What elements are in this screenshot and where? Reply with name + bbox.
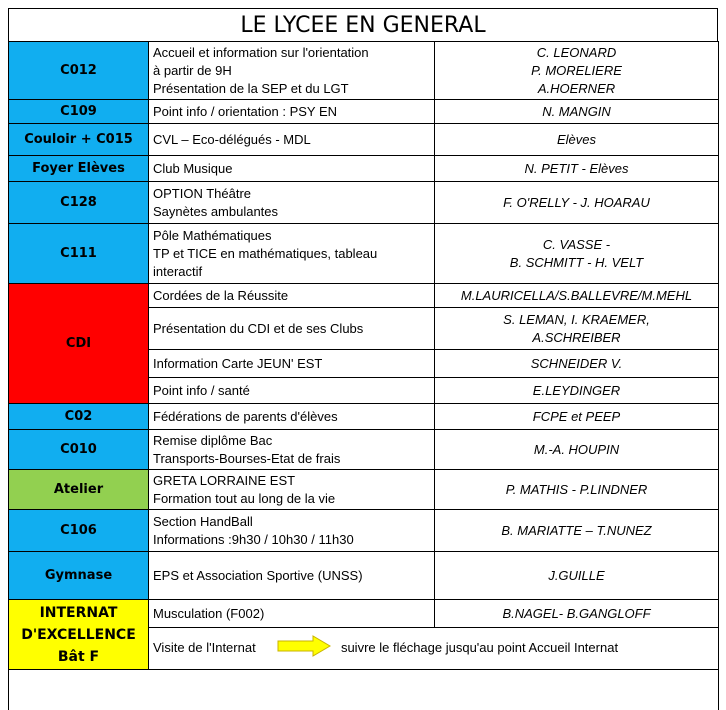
- activity-cell: Information Carte JEUN' EST: [149, 350, 435, 378]
- room-cell: C02: [9, 404, 149, 430]
- table-row: [9, 510, 719, 552]
- people-cell: J.GUILLE: [435, 552, 719, 600]
- table-row: [9, 100, 719, 124]
- room-cell: Atelier: [9, 470, 149, 510]
- room-cell: Gymnase: [9, 552, 149, 600]
- people-cell: C. LEONARD P. MORELIERE A.HOERNER: [435, 42, 719, 100]
- people-cell: B. MARIATTE – T.NUNEZ: [435, 510, 719, 552]
- internat-visit-cell: [149, 628, 719, 670]
- room-cell: C106: [9, 510, 149, 552]
- document: [8, 8, 718, 710]
- table-row: [9, 552, 719, 600]
- visit-label: Visite de l'Internat: [153, 639, 256, 655]
- table-row: [9, 182, 719, 224]
- activity-cell: Musculation (F002): [149, 600, 435, 628]
- people-cell: N. MANGIN: [435, 100, 719, 124]
- room-cell: C012: [9, 42, 149, 100]
- activity-cell: EPS et Association Sportive (UNSS): [149, 552, 435, 600]
- activity-cell: OPTION Théâtre Saynètes ambulantes: [149, 182, 435, 224]
- page-title: LE LYCEE EN GENERAL: [8, 8, 718, 41]
- table-row: [9, 404, 719, 430]
- activity-cell: CVL – Eco-délégués - MDL: [149, 124, 435, 156]
- activity-cell: Accueil et information sur l'orientation à partir de 9H Présentation de la SEP et du LGT: [149, 42, 435, 100]
- people-cell: M.LAURICELLA/S.BALLEVRE/M.MEHL: [435, 284, 719, 308]
- table-row: [9, 156, 719, 182]
- people-cell: P. MATHIS - P.LINDNER: [435, 470, 719, 510]
- table-row: [9, 670, 719, 710]
- table-row: [9, 124, 719, 156]
- people-cell: B.NAGEL- B.GANGLOFF: [435, 600, 719, 628]
- schedule-table: [8, 41, 719, 710]
- people-cell: M.-A. HOUPIN: [435, 430, 719, 470]
- room-cell: C128: [9, 182, 149, 224]
- people-cell: FCPE et PEEP: [435, 404, 719, 430]
- activity-cell: Présentation du CDI et de ses Clubs: [149, 308, 435, 350]
- room-cell: Foyer Elèves: [9, 156, 149, 182]
- people-cell: E.LEYDINGER: [435, 378, 719, 404]
- people-cell: SCHNEIDER V.: [435, 350, 719, 378]
- people-cell: F. O'RELLY - J. HOARAU: [435, 182, 719, 224]
- activity-cell: Point info / santé: [149, 378, 435, 404]
- empty-cell: [9, 670, 719, 710]
- people-cell: C. VASSE - B. SCHMITT - H. VELT: [435, 224, 719, 284]
- activity-cell: Section HandBall Informations :9h30 / 10h30 / 11h30: [149, 510, 435, 552]
- table-row: [9, 224, 719, 284]
- people-cell: S. LEMAN, I. KRAEMER, A.SCHREIBER: [435, 308, 719, 350]
- room-cell: C010: [9, 430, 149, 470]
- room-cell: INTERNAT D'EXCELLENCE Bât F: [9, 600, 149, 670]
- activity-cell: Cordées de la Réussite: [149, 284, 435, 308]
- table-row: [9, 284, 719, 308]
- activity-cell: GRETA LORRAINE EST Formation tout au long de la vie: [149, 470, 435, 510]
- activity-cell: Fédérations de parents d'élèves: [149, 404, 435, 430]
- activity-cell: Club Musique: [149, 156, 435, 182]
- table-row: [9, 470, 719, 510]
- room-cell: C111: [9, 224, 149, 284]
- activity-cell: Remise diplôme Bac Transports-Bourses-Etat de frais: [149, 430, 435, 470]
- visit-direction: suivre le fléchage jusqu'au point Accueil Internat: [340, 639, 619, 655]
- right-arrow-icon: [277, 635, 331, 662]
- people-cell: Elèves: [435, 124, 719, 156]
- people-cell: N. PETIT - Elèves: [435, 156, 719, 182]
- room-cell: CDI: [9, 284, 149, 404]
- activity-cell: Point info / orientation : PSY EN: [149, 100, 435, 124]
- room-cell: Couloir + C015: [9, 124, 149, 156]
- table-row: [9, 42, 719, 100]
- activity-cell: Pôle Mathématiques TP et TICE en mathématiques, tableau interactif: [149, 224, 435, 284]
- table-row: [9, 430, 719, 470]
- room-cell: C109: [9, 100, 149, 124]
- table-row: [9, 600, 719, 628]
